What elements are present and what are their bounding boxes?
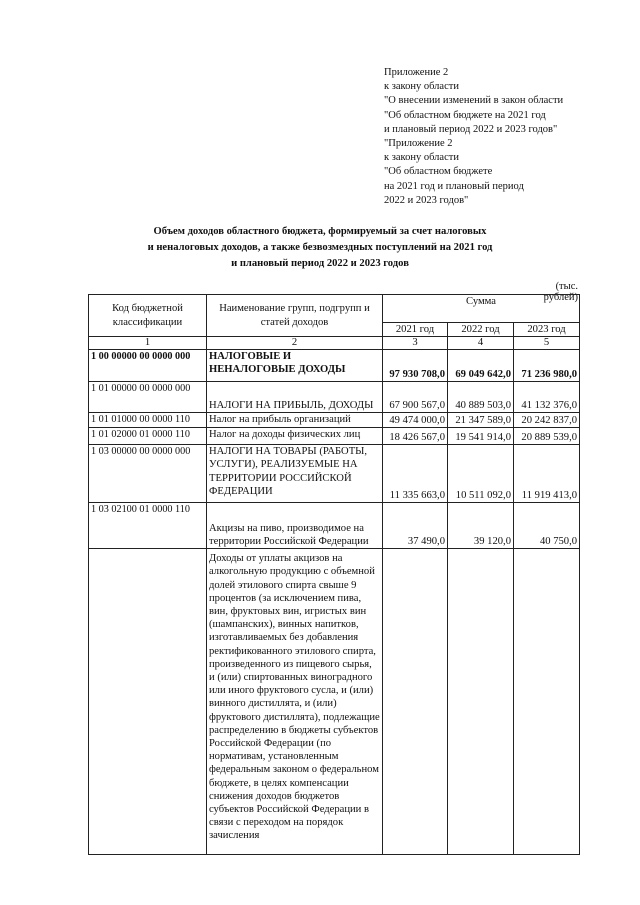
revenue-table [88,294,580,855]
name-cell: Налог на доходы физических лиц [207,428,383,445]
appendix-line: "Об областном бюджете [384,166,493,178]
value-2021 [383,549,448,855]
table-row [89,428,580,445]
code-cell: 1 01 01000 00 0000 110 [89,413,207,428]
appendix-line: "О внесении изменений в закон области [384,95,564,107]
value-2022: 39 120,0 [448,503,514,549]
value-2023: 20 889 539,0 [514,428,580,445]
index-cell: 2 [207,337,383,350]
title-line: и плановый период 2022 и 2023 годов [231,258,409,269]
value-2023: 11 919 413,0 [514,445,580,503]
table-row [89,503,580,549]
header-sum: Сумма [383,295,580,323]
table-row [89,382,580,413]
appendix-line: "Приложение 2 [384,138,453,150]
value-2023 [514,549,580,855]
index-cell: 1 [89,337,207,350]
value-2021: 11 335 663,0 [383,445,448,503]
appendix-line: Приложение 2 [384,67,449,78]
table-index-row [89,337,580,350]
table-row [89,445,580,503]
title-line: и неналоговых доходов, а также безвозмездных поступлений на 2021 год [147,242,493,253]
index-cell: 4 [448,337,514,350]
header-code: Код бюджетной классификации [89,295,207,337]
name-cell: Акцизы на пиво, производимое на территории Российской Федерации [207,503,383,549]
appendix-line: 2022 и 2023 годов" [384,194,469,206]
value-2022: 40 889 503,0 [448,382,514,413]
code-cell [89,549,207,855]
appendix-line: "Об областном бюджете на 2021 год [384,109,546,121]
code-cell: 1 03 00000 00 0000 000 [89,445,207,503]
title-line: Объем доходов областного бюджета, формируемый за счет налоговых [153,226,487,237]
name-cell: НАЛОГИ НА ПРИБЫЛЬ, ДОХОДЫ [207,382,383,413]
header-2022: 2022 год [448,323,514,337]
value-2023: 20 242 837,0 [514,413,580,428]
appendix-line: на 2021 год и плановый период [384,180,524,192]
value-2023: 40 750,0 [514,503,580,549]
index-cell: 5 [514,337,580,350]
value-2022: 69 049 642,0 [448,350,514,382]
code-cell: 1 03 02100 01 0000 110 [89,503,207,549]
appendix-line: к закону области [384,152,459,164]
code-cell: 1 01 02000 01 0000 110 [89,428,207,445]
name-cell: Доходы от уплаты акцизов на алкогольную продукцию с объемной долей этилового спирта свыше 9 процентов (за исключением пива, вин, фруктовых вин, игристых вин (шампанских), винных напитков, изготавливаемых без добавления ректификованного этилового спирта, произведенного из пищевого сырья, и (или) спиртованных виноградного или иного фруктового сусла, и (или) винного дистиллята, и (или) фруктового дистиллята), подлежащие распределению в бюджеты субъектов Российской Федерации (по нормативам, установленным федеральным законом о федеральном бюджете, в целях компенсации снижения доходов бюджетов субъектов Российской Федерации в связи с переходом на порядок зачисления [207,549,383,855]
header-2021: 2021 год [383,323,448,337]
table-row [89,549,580,855]
table-header-row [89,295,580,323]
name-cell: НАЛОГОВЫЕ И НЕНАЛОГОВЫЕ ДОХОДЫ [207,350,383,382]
value-2022: 21 347 589,0 [448,413,514,428]
appendix-line: к закону области [384,81,459,93]
table-row [89,350,580,382]
index-cell: 3 [383,337,448,350]
value-2023: 41 132 376,0 [514,382,580,413]
header-name: Наименование групп, подгрупп и статей доходов [207,295,383,337]
value-2022: 19 541 914,0 [448,428,514,445]
value-2021: 97 930 708,0 [383,350,448,382]
value-2021: 49 474 000,0 [383,413,448,428]
value-2021: 67 900 567,0 [383,382,448,413]
name-cell: НАЛОГИ НА ТОВАРЫ (РАБОТЫ, УСЛУГИ), РЕАЛИЗУЕМЫЕ НА ТЕРРИТОРИИ РОССИЙСКОЙ ФЕДЕРАЦИИ [207,445,383,503]
document-title [60,224,580,272]
value-2022 [448,549,514,855]
name-cell: Налог на прибыль организаций [207,413,383,428]
code-cell: 1 01 00000 00 0000 000 [89,382,207,413]
value-2022: 10 511 092,0 [448,445,514,503]
appendix-line: и плановый период 2022 и 2023 годов" [384,123,558,135]
code-cell: 1 00 00000 00 0000 000 [89,350,207,382]
unit-label: (тыс. рублей) [543,281,578,303]
value-2023: 71 236 980,0 [514,350,580,382]
header-2023: 2023 год [514,323,580,337]
table-row [89,413,580,428]
appendix-block [384,66,624,208]
value-2021: 37 490,0 [383,503,448,549]
value-2021: 18 426 567,0 [383,428,448,445]
